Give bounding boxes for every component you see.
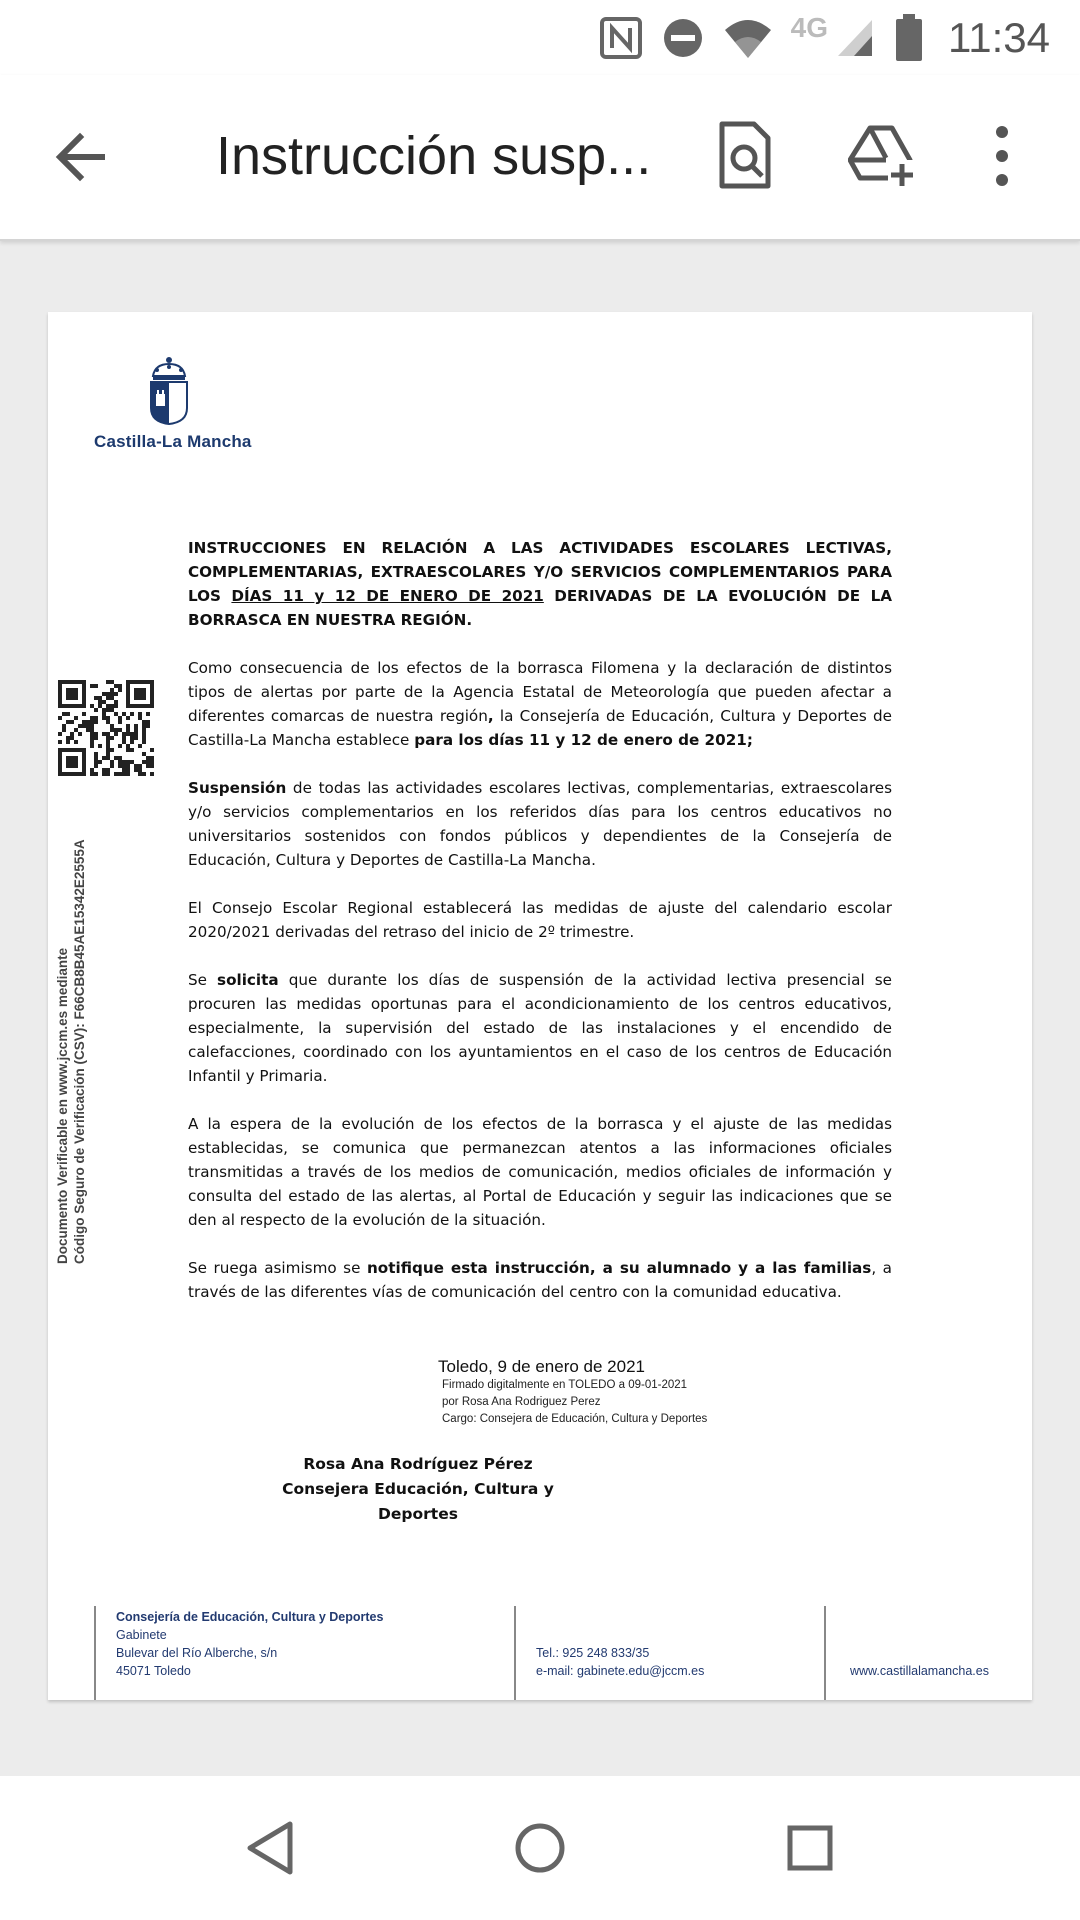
castilla-la-mancha-logo: [94, 356, 252, 452]
signer-name: Rosa Ana Rodríguez Pérez: [303, 1455, 533, 1473]
logo-text: Castilla-La Mancha: [94, 432, 252, 451]
paragraph-5: A la espera de la evolución de los efectos de la borrasca y el ajuste de las medidas establecidas, se comunica que permanezcan atentos a las informaciones oficiales transmitidas a través de los medios de comunicación, medios oficiales de información y consulta del estado de las alertas, al Portal de Educación y seguir las indicaciones que se den al respecto de la evolución de la situación.: [188, 1115, 892, 1229]
sign-place-date: Toledo, 9 de enero de 2021: [438, 1357, 646, 1376]
paragraph-2: Suspensión de todas las actividades escolares lectivas, complementarias, extraescolares y/o servicios complementarios en los referidos días para los centros educativos no universitarios sostenidos con fondos públicos y dependientes de la Consejería de Educación, Cultura y Deportes de Castilla-La Mancha.: [188, 779, 892, 869]
paragraph-6: Se ruega asimismo se notifique esta instrucción, a su alumnado y a las familias, a través de las diferentes vías de comunicación del centro con la comunidad educativa.: [188, 1259, 892, 1301]
document-footer: [94, 1606, 1032, 1700]
document-body: [188, 536, 892, 1328]
add-to-drive-icon[interactable]: [848, 120, 920, 192]
footer-contact: Tel.: 925 248 833/35 e-mail: gabinete.edu@jccm.es: [536, 1646, 705, 1678]
signature-block: [428, 1357, 828, 1428]
footer-divider: [94, 1606, 96, 1700]
footer-divider: [514, 1606, 516, 1700]
network-type: 4G: [790, 12, 828, 43]
navigation-bar: [0, 1776, 1080, 1920]
footer-divider: [824, 1606, 826, 1700]
digital-signature-line-2: por Rosa Ana Rodriguez Perez: [442, 1396, 601, 1408]
verification-line-2: Código Seguro de Verificación (CSV): F66CB8B45AE15342E2555A: [72, 839, 87, 1264]
status-bar: [0, 0, 1080, 75]
paragraph-1: Como consecuencia de los efectos de la borrasca Filomena y la declaración de distintos tipos de alertas por parte de la Agencia Estatal de Meteorología que pueden afectar a diferentes comarcas de nuestra región, la Consejería de Educación, Cultura y Deportes de Castilla-La Mancha establece para los días 11 y 12 de enero de 2021;: [188, 659, 892, 749]
paragraph-3: El Consejo Escolar Regional establecerá las medidas de ajuste del calendario escolar 2020/2021 derivadas del retraso del inicio de 2º trimestre.: [188, 899, 892, 941]
find-in-page-icon[interactable]: [710, 120, 782, 192]
clock: 11:34: [948, 14, 1050, 61]
wifi-icon: [723, 16, 773, 60]
signer: [248, 1452, 588, 1527]
verification-side-text: [54, 794, 87, 1264]
digital-signature-line-3: Cargo: Consejera de Educación, Cultura y Deportes: [442, 1413, 708, 1425]
nfc-icon: [599, 16, 643, 60]
nav-back-icon[interactable]: [240, 1816, 304, 1880]
coat-of-arms-icon: [147, 356, 191, 426]
nav-recents-icon[interactable]: [778, 1816, 842, 1880]
battery-icon: [894, 14, 924, 62]
qr-code: [58, 680, 154, 776]
app-bar: [0, 75, 1080, 241]
document-heading: INSTRUCCIONES EN RELACIÓN A LAS ACTIVIDADES ESCOLARES LECTIVAS, COMPLEMENTARIAS, EXTRAESCOLARES Y/O SERVICIOS COMPLEMENTARIOS PARA LOS DÍAS 11 y 12 DE ENERO DE 2021 DERIVADAS DE LA EVOLUCIÓN DE LA BORRASCA EN NUESTRA REGIÓN.: [188, 539, 892, 629]
footer-address: Consejería de Educación, Cultura y Deportes Gabinete Bulevar del Río Alberche, s/n 45071 Toledo: [116, 1610, 384, 1678]
signer-role: Consejera Educación, Cultura y Deportes: [282, 1480, 554, 1523]
paragraph-4: Se solicita que durante los días de suspensión de la actividad lectiva presencial se procuren las medidas oportunas para el acondicionamiento de los centros educativos, especialmente, la supervisión del estado de las instalaciones y el encendido de calefacciones, coordinado con los ayuntamientos en el caso de los centros de Educación Infantil y Primaria.: [188, 971, 892, 1085]
footer-website: www.castillalamancha.es: [850, 1664, 989, 1678]
digital-signature-line-1: Firmado digitalmente en TOLEDO a 09-01-2021: [442, 1379, 688, 1391]
pdf-page[interactable]: [48, 312, 1032, 1700]
cell-signal-icon: [836, 16, 876, 60]
more-vert-icon[interactable]: [982, 120, 1022, 192]
verification-line-1: Documento Verificable en www.jccm.es mediante: [55, 947, 70, 1264]
do-not-disturb-icon: [661, 16, 705, 60]
arrow-back-icon[interactable]: [50, 127, 120, 187]
document-title: Instrucción susp...: [216, 126, 652, 186]
heading-dates: DÍAS 11 y 12 DE ENERO DE 2021: [231, 587, 544, 605]
nav-home-icon[interactable]: [508, 1816, 572, 1880]
